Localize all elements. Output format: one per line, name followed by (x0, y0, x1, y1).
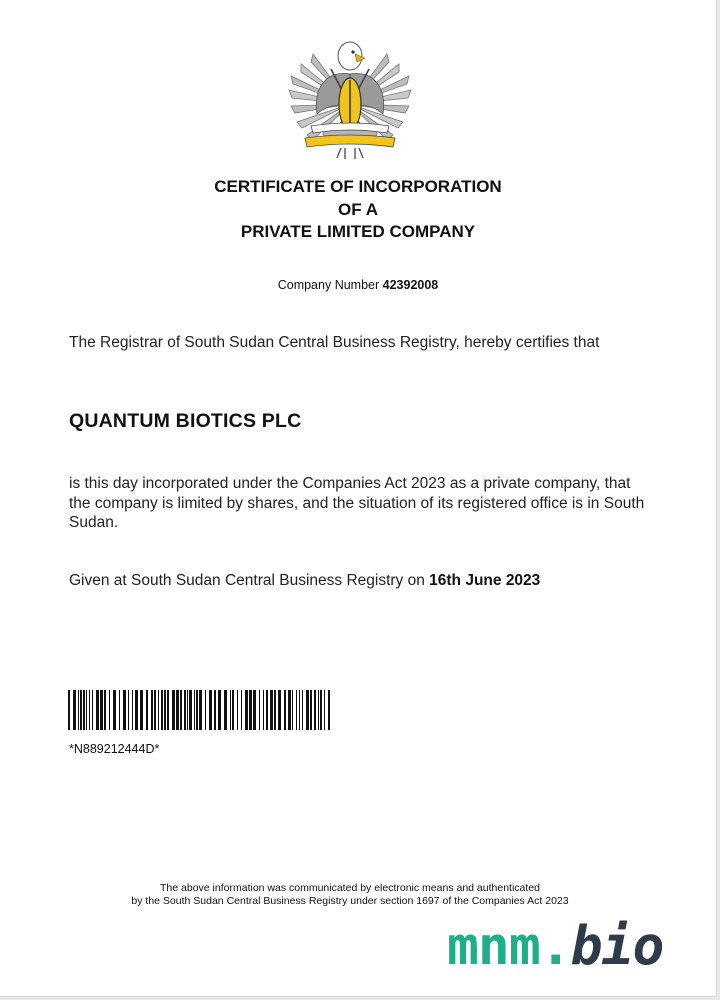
company-number-label: Company Number (277, 278, 380, 292)
title-line-1: CERTIFICATE OF INCORPORATION (214, 177, 502, 196)
watermark-part-2: bio (570, 916, 664, 977)
footer-line-2: by the South Sudan Central Business Registry under section 1697 of the Companies Act 2023 (131, 895, 569, 907)
title-line-2: OF A (338, 199, 378, 219)
incorporation-statement: is this day incorporated under the Companies Act 2023 as a private company, that the company is limited by shares, and the situation of its registered office is in South Sudan. (69, 475, 645, 531)
given-text: Given at South Sudan Central Business Registry on (69, 572, 425, 589)
company-number-line (0, 278, 716, 292)
footer-line-1: The above information was communicated by electronic means and authenticated (160, 882, 540, 894)
company-name: QUANTUM BIOTICS PLC (69, 410, 302, 432)
barcode-text: *N889212444D* (69, 742, 160, 756)
watermark-logo (447, 912, 663, 982)
given-date: 16th June 2023 (429, 572, 541, 589)
certificate-title (0, 176, 716, 244)
authentication-footer (0, 882, 700, 908)
title-line-3: PRIVATE LIMITED COMPANY (240, 222, 476, 241)
given-statement (69, 571, 649, 591)
company-number-value: 42392008 (382, 278, 439, 292)
barcode (68, 690, 330, 730)
coat-of-arms-emblem (283, 34, 417, 164)
watermark-part-1: mnm. (447, 916, 571, 977)
registrar-statement: The Registrar of South Sudan Central Business Registry, hereby certifies that (69, 334, 600, 351)
